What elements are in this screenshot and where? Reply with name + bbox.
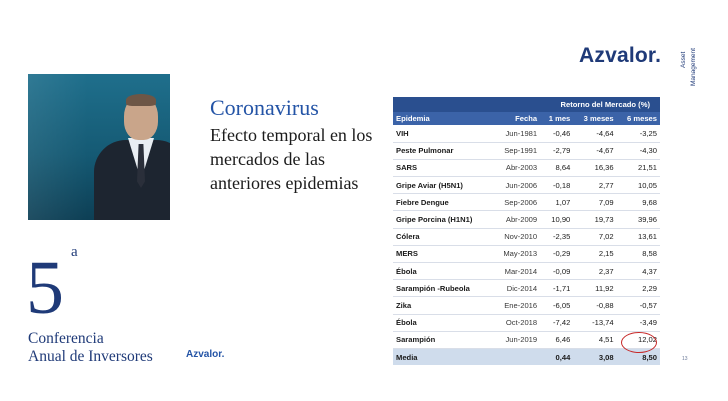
table-cell-m3: -13,74 bbox=[573, 314, 616, 331]
table-cell-m3: -0,88 bbox=[573, 297, 616, 314]
table-row bbox=[393, 125, 660, 142]
speaker-hair bbox=[126, 94, 156, 106]
table-group-header-row bbox=[393, 97, 660, 112]
table-cell-m3: -4,67 bbox=[573, 142, 616, 159]
conference-ordinal: a bbox=[71, 244, 78, 260]
table-cell-name: Peste Pulmonar bbox=[393, 142, 492, 159]
table-cell-date: Sep-1991 bbox=[492, 142, 540, 159]
table-cell-m3: 2,77 bbox=[573, 177, 616, 194]
speaker-video bbox=[28, 74, 170, 220]
table-row bbox=[393, 331, 660, 348]
table-cell-m6: 8,58 bbox=[617, 245, 660, 262]
col-header-3-meses: 3 meses bbox=[573, 112, 616, 125]
footer-label: Media bbox=[393, 348, 492, 365]
table-cell-date: Abr-2009 bbox=[492, 211, 540, 228]
table-cell-name: Ébola bbox=[393, 263, 492, 280]
conference-number: 5 bbox=[26, 246, 64, 330]
col-header-6-meses: 6 meses bbox=[617, 112, 660, 125]
table-cell-date: Jun-1981 bbox=[492, 125, 540, 142]
table-cell-m6: 39,96 bbox=[617, 211, 660, 228]
table-row bbox=[393, 297, 660, 314]
table-footer-row bbox=[393, 348, 660, 365]
table-row bbox=[393, 228, 660, 245]
brand-sub-management: Management bbox=[690, 48, 697, 86]
table-cell-date: Ene-2016 bbox=[492, 297, 540, 314]
table-cell-name: SARS bbox=[393, 159, 492, 176]
table-cell-m1: -6,05 bbox=[540, 297, 573, 314]
slide-page-number: 13 bbox=[682, 356, 688, 362]
table-cell-date: Jun-2006 bbox=[492, 177, 540, 194]
table-cell-date: Dic-2014 bbox=[492, 280, 540, 297]
table-cell-m3: 4,51 bbox=[573, 331, 616, 348]
col-header-1-mes: 1 mes bbox=[540, 112, 573, 125]
highlight-circle bbox=[621, 332, 657, 353]
table-cell-m1: -0,29 bbox=[540, 245, 573, 262]
table-cell-m6: 4,37 bbox=[617, 263, 660, 280]
table-row bbox=[393, 142, 660, 159]
footer-1-mes: 0,44 bbox=[540, 348, 573, 365]
table-cell-name: MERS bbox=[393, 245, 492, 262]
table-cell-name: VIH bbox=[393, 125, 492, 142]
table-row bbox=[393, 159, 660, 176]
table-cell-m6: 12,02 bbox=[617, 331, 660, 348]
table-row bbox=[393, 177, 660, 194]
table-row bbox=[393, 245, 660, 262]
table-cell-m6: 10,05 bbox=[617, 177, 660, 194]
table-cell-date: Oct-2018 bbox=[492, 314, 540, 331]
table-cell-m1: 6,46 bbox=[540, 331, 573, 348]
col-header-epidemia: Epidemia bbox=[393, 112, 492, 125]
brand-sub-asset: Asset bbox=[680, 51, 687, 68]
table-cell-m3: 7,02 bbox=[573, 228, 616, 245]
table-row bbox=[393, 314, 660, 331]
table-cell-name: Sarampión bbox=[393, 331, 492, 348]
table-cell-m1: -7,42 bbox=[540, 314, 573, 331]
video-light bbox=[28, 74, 88, 220]
table-cell-m3: 2,37 bbox=[573, 263, 616, 280]
table-cell-m3: 2,15 bbox=[573, 245, 616, 262]
table-cell-date: Mar-2014 bbox=[492, 263, 540, 280]
table-body bbox=[393, 125, 660, 348]
table-cell-m3: 16,36 bbox=[573, 159, 616, 176]
table-cell-m6: 2,29 bbox=[617, 280, 660, 297]
epidemic-returns-table bbox=[393, 97, 660, 365]
table-cell-m6: 13,61 bbox=[617, 228, 660, 245]
table-group-header: Retorno del Mercado (%) bbox=[393, 97, 660, 112]
azvalor-logo: Azvalor. bbox=[579, 44, 662, 67]
table-cell-m1: -1,71 bbox=[540, 280, 573, 297]
table-cell-m1: -0,18 bbox=[540, 177, 573, 194]
footer-date bbox=[492, 348, 540, 365]
table-cell-date: Jun-2019 bbox=[492, 331, 540, 348]
table-cell-date: Abr-2003 bbox=[492, 159, 540, 176]
col-header-fecha: Fecha bbox=[492, 112, 540, 125]
table-cell-m6: -3,49 bbox=[617, 314, 660, 331]
table-cell-m1: 1,07 bbox=[540, 194, 573, 211]
table-cell-date: Nov-2010 bbox=[492, 228, 540, 245]
slide-logo: Azvalor. bbox=[186, 349, 225, 360]
table-cell-name: Sarampión -Rubeola bbox=[393, 280, 492, 297]
table-cell-m6: 21,51 bbox=[617, 159, 660, 176]
table-cell-date: Sep-2006 bbox=[492, 194, 540, 211]
slide-subtitle: Efecto temporal en los mercados de las anteriores epidemias bbox=[210, 125, 373, 193]
table-cell-m6: 9,68 bbox=[617, 194, 660, 211]
table-cell-name: Gripe Aviar (H5N1) bbox=[393, 177, 492, 194]
table-cell-m1: 8,64 bbox=[540, 159, 573, 176]
table-row bbox=[393, 211, 660, 228]
table-cell-name: Ébola bbox=[393, 314, 492, 331]
speaker-body bbox=[94, 140, 170, 220]
table-cell-m6: -0,57 bbox=[617, 297, 660, 314]
table-column-header-row bbox=[393, 112, 660, 125]
table-row bbox=[393, 194, 660, 211]
conference-title-line1: Conferencia bbox=[28, 330, 104, 347]
table-cell-name: Fiebre Dengue bbox=[393, 194, 492, 211]
table-cell-name: Cólera bbox=[393, 228, 492, 245]
table-row bbox=[393, 280, 660, 297]
table-cell-m1: 10,90 bbox=[540, 211, 573, 228]
table-cell-m3: 7,09 bbox=[573, 194, 616, 211]
table-cell-m3: 19,73 bbox=[573, 211, 616, 228]
footer-3-meses: 3,08 bbox=[573, 348, 616, 365]
table-cell-m6: -3,25 bbox=[617, 125, 660, 142]
conference-title bbox=[28, 330, 153, 366]
slide-title: Coronavirus bbox=[210, 95, 319, 120]
footer-6-meses: 8,50 bbox=[617, 348, 660, 365]
table-cell-name: Zika bbox=[393, 297, 492, 314]
table-cell-m6: -4,30 bbox=[617, 142, 660, 159]
conference-title-line2: Anual de Inversores bbox=[28, 348, 153, 365]
table-cell-m1: -0,09 bbox=[540, 263, 573, 280]
table-cell-m3: -4,64 bbox=[573, 125, 616, 142]
table-cell-date: May-2013 bbox=[492, 245, 540, 262]
table-cell-m1: -2,79 bbox=[540, 142, 573, 159]
table-cell-name: Gripe Porcina (H1N1) bbox=[393, 211, 492, 228]
table-cell-m1: -0,46 bbox=[540, 125, 573, 142]
table-cell-m3: 11,92 bbox=[573, 280, 616, 297]
brand-subtitle bbox=[680, 28, 710, 88]
table-row bbox=[393, 263, 660, 280]
table-cell-m1: -2,35 bbox=[540, 228, 573, 245]
